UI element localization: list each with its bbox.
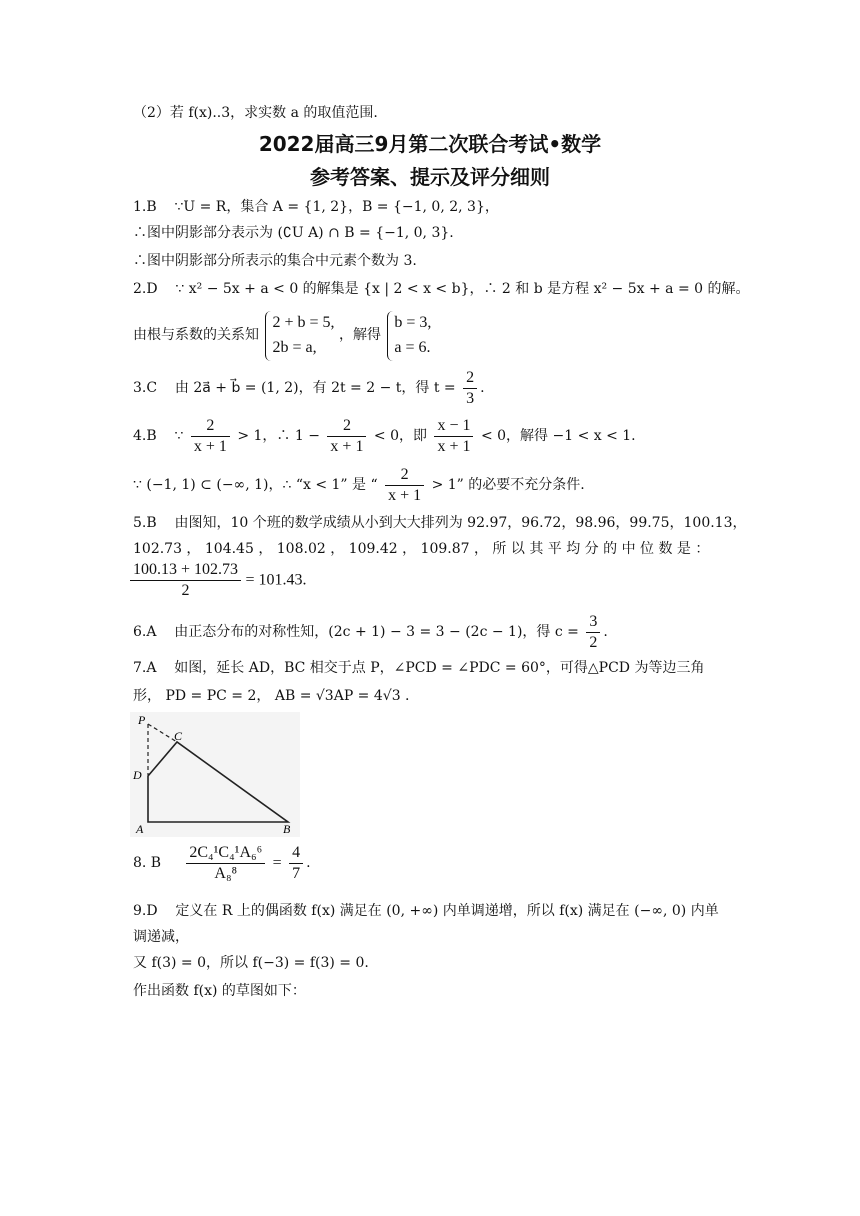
answer-4-f1-num: 2	[191, 416, 230, 437]
answer-8-line: 8. B $\frac{\text{2C₄¹C₄¹A₆⁶}}{\text{A₈⁸}}$ = $\frac{4}{7}$ .	[133, 844, 311, 882]
answer-6-text: 由正态分布的对称性知，(2c + 1) − 3 = 3 − (2c − 1)，得 c =	[174, 623, 579, 640]
label-p: P	[138, 713, 146, 727]
answer-5-line-3	[130, 560, 307, 601]
answer-4-f4-den: x + 1	[388, 487, 422, 504]
answer-3-den: 3	[466, 390, 475, 407]
answer-4-fraction-4	[385, 465, 424, 506]
answer-8-r-den: 7	[292, 865, 301, 882]
answer-2-system-2	[387, 311, 431, 361]
answer-4-f3-num: x − 1	[434, 416, 473, 437]
answer-2-line-1	[133, 281, 750, 299]
answer-4-f1-den: x + 1	[193, 438, 227, 455]
answer-7-line-2: 形， PD = PC = 2， AB = √3AP = 4√3 .	[133, 688, 410, 704]
answer-3-text: 由 2a⃗ + b⃗ = (1, 2)，有 2t = 2 − t，得 t =	[174, 379, 456, 396]
answer-1-line-3: ∴图中阴影部分所表示的集合中元素个数为 3.	[133, 253, 417, 269]
answer-2-sys1-eq2: 2b = a,	[272, 338, 317, 356]
answer-4-text-b: > 1，∴ 1 −	[237, 427, 320, 444]
answer-4-f2-den: x + 1	[330, 438, 364, 455]
answer-2-sys1-eq1: 2 + b = 5,	[272, 314, 335, 331]
answer-2-head: 2.D	[133, 281, 158, 297]
answer-9-line-4: 作出函数 f(x) 的草图如下：	[133, 983, 306, 999]
answer-2-mid: ，解得	[338, 327, 381, 344]
answer-8-den: A₈⁸	[214, 865, 238, 882]
answer-8-num: 2C₄¹C₄¹A₆⁶	[186, 843, 265, 864]
answer-6-num: 3	[586, 612, 600, 633]
answer-3-head: 3.C	[133, 379, 158, 396]
label-d: D	[133, 768, 142, 782]
page-title: 2022届高三9月第二次联合考试•数学	[258, 132, 602, 156]
answer-3-line: 3.C 由 2a⃗ + b⃗ = (1, 2)，有 2t = 2 − t，得 t = $\frac{2}{3}$ .	[133, 369, 485, 407]
answer-6-den: 2	[589, 634, 598, 651]
figure-background	[130, 712, 300, 837]
answer-5-line-2: 102.73 ， 104.45 ， 108.02 ， 109.42 ， 109.87 ， 所 以 其 平 均 分 的 中 位 数 是 ：	[133, 541, 710, 557]
answer-5-text-1: 由图知，10 个班的数学成绩从小到大大排列为 92.97，96.72，98.96，99.75，100.13，	[174, 515, 747, 531]
answer-2-system-1	[265, 311, 334, 361]
answer-2-line-2	[133, 311, 431, 361]
answer-8-r-num: 4	[289, 843, 303, 864]
answer-6-line: 6.A 由正态分布的对称性知，(2c + 1) − 3 = 3 − (2c − 1)，得 c = $\frac{3}{2}$ .	[133, 613, 608, 651]
answer-4-because: ∵	[174, 427, 184, 444]
answer-5-result: = 101.43.	[245, 571, 307, 589]
answer-4-l2-a: ∵ (−1, 1) ⊂ (−∞, 1)，∴ “x < 1” 是 “	[133, 476, 378, 493]
page-subtitle: 参考答案、提示及评分细则	[310, 165, 550, 189]
answer-4-f3-den: x + 1	[437, 438, 471, 455]
answer-4-text-c: < 0，即	[373, 427, 427, 444]
answer-1-head: 1.B	[133, 199, 157, 215]
answer-9-line-1	[133, 903, 719, 921]
answer-4-line-1	[133, 416, 636, 457]
answer-5-num: 100.13 + 102.73	[130, 560, 241, 581]
label-a: A	[136, 822, 144, 836]
label-c: C	[174, 729, 183, 743]
question-2-line: （2）若 f(x)..3，求实数 a 的取值范围.	[133, 105, 378, 121]
answer-2-prefix: 由根与系数的关系知	[133, 327, 259, 344]
answer-8-head: 8. B	[133, 854, 162, 871]
answer-6-fraction	[586, 612, 600, 653]
answer-5-fraction	[130, 560, 241, 601]
answer-4-fraction-1	[191, 416, 230, 457]
answer-4-f2-num: 2	[327, 416, 366, 437]
answer-9-text-1: 定义在 R 上的偶函数 f(x) 满足在 (0, +∞) 内单调递增，所以 f(x) 满足在 (−∞, 0) 内单	[175, 903, 719, 919]
answer-4-text-d: < 0，解得 −1 < x < 1.	[480, 427, 636, 444]
answer-4-fraction-2	[327, 416, 366, 457]
answer-8-fraction	[186, 843, 265, 884]
answer-4-l2-b: > 1” 的必要不充分条件.	[431, 476, 585, 493]
answer-1-text-1: ∵U = R，集合 A = {1, 2}，B = {−1, 0, 2, 3}，	[174, 199, 499, 215]
answer-3-fraction	[463, 368, 477, 409]
answer-4-line-2	[133, 465, 585, 506]
answer-7-head: 7.A	[133, 660, 157, 676]
answer-9-head: 9.D	[133, 903, 158, 919]
answer-6-head: 6.A	[133, 623, 157, 640]
answer-8-result	[289, 843, 303, 884]
answer-7-line-1	[133, 660, 704, 678]
answer-5-head: 5.B	[133, 515, 157, 531]
answer-1-line-1	[133, 199, 499, 217]
answer-7-text-1: 如图，延长 AD，BC 相交于点 P，∠PCD = ∠PDC = 60°，可得△PCD 为等边三角	[174, 660, 705, 676]
answer-2-sys2-eq2: a = 6.	[394, 338, 431, 356]
answer-3-num: 2	[463, 368, 477, 389]
answer-4-fraction-3	[434, 416, 473, 457]
answer-2-sys2-eq1: b = 3,	[394, 314, 432, 331]
answer-2-text-1: ∵ x² − 5x + a < 0 的解集是 {x | 2 < x < b}，∴ 2 和 b 是方程 x² − 5x + a = 0 的解。	[175, 281, 750, 297]
answer-4-head: 4.B	[133, 427, 157, 444]
answer-4-f4-num: 2	[385, 465, 424, 486]
answer-9-line-3: 又 f(3) = 0，所以 f(−3) = f(3) = 0.	[133, 955, 369, 971]
answer-5-line-1	[133, 515, 747, 533]
answer-5-den: 2	[181, 582, 190, 599]
label-b: B	[283, 822, 291, 836]
answer-9-line-2: 调递减，	[133, 929, 189, 945]
answer-1-line-2: ∴图中阴影部分表示为 (∁U A) ∩ B = {−1, 0, 3}.	[133, 225, 454, 241]
answer-8-eq: =	[272, 854, 282, 872]
geometry-figure	[130, 712, 300, 837]
